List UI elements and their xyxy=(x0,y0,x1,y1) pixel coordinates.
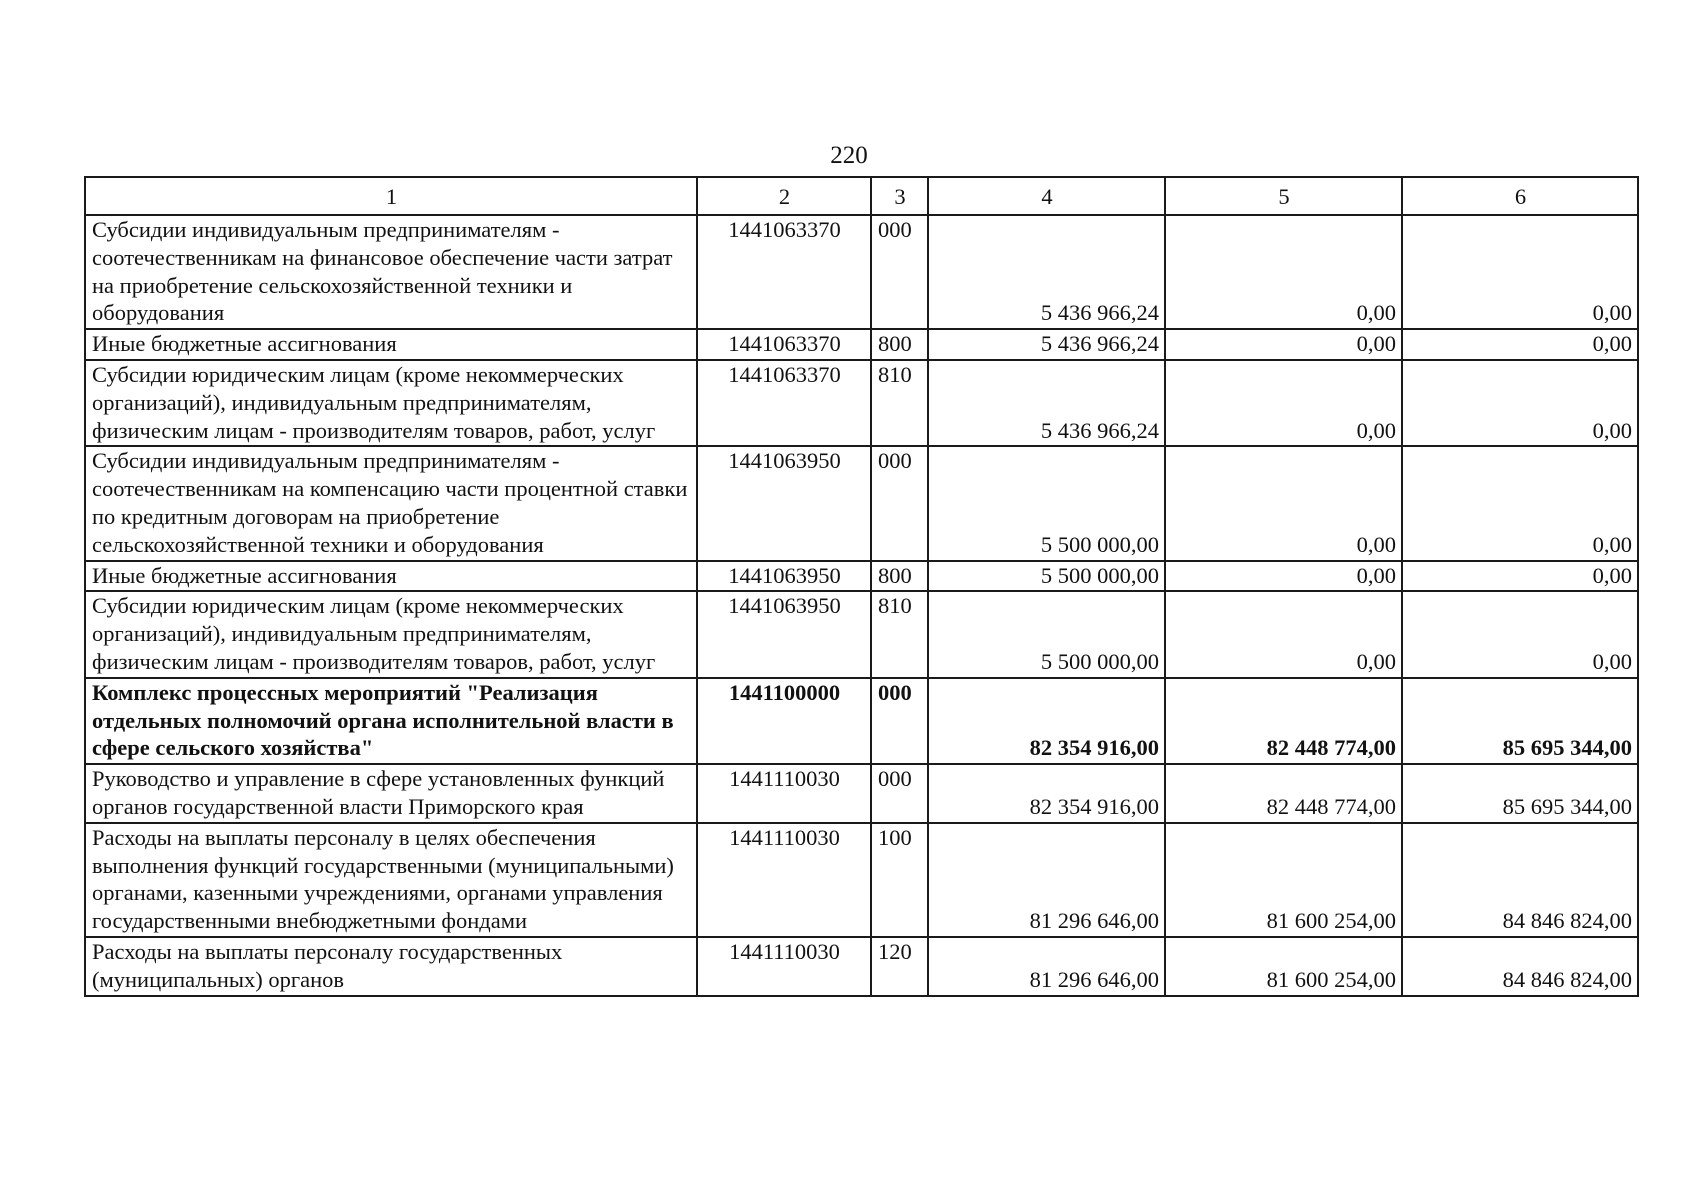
row-name: Расходы на выплаты персоналу в целях обеспечения выполнения функций государственными (муниципальными) органами, казенными учреждениями, органами управления государственными внебюджетными фондами xyxy=(85,823,697,937)
row-target-code: 1441063370 xyxy=(697,360,871,446)
row-amount-1: 82 354 916,00 xyxy=(928,764,1165,823)
row-name: Комплекс процессных мероприятий "Реализация отдельных полномочий органа исполнительной власти в сфере сельского хозяйства" xyxy=(85,678,697,764)
column-header: 3 xyxy=(871,177,928,215)
row-amount-2: 82 448 774,00 xyxy=(1165,678,1402,764)
row-name: Расходы на выплаты персоналу государственных (муниципальных) органов xyxy=(85,937,697,996)
row-target-code: 1441063370 xyxy=(697,215,871,329)
row-name: Субсидии индивидуальным предпринимателям - соотечественникам на компенсацию части процентной ставки по кредитным договорам на приобретение сельскохозяйственной техники и оборудования xyxy=(85,446,697,560)
row-amount-1: 5 500 000,00 xyxy=(928,446,1165,560)
row-name: Иные бюджетные ассигнования xyxy=(85,329,697,360)
row-amount-1: 5 436 966,24 xyxy=(928,329,1165,360)
row-amount-3: 0,00 xyxy=(1402,561,1638,592)
table-row xyxy=(85,329,1638,360)
table-row xyxy=(85,764,1638,823)
row-target-code: 1441063950 xyxy=(697,446,871,560)
row-target-code: 1441110030 xyxy=(697,937,871,996)
row-expense-type: 000 xyxy=(871,678,928,764)
row-target-code: 1441100000 xyxy=(697,678,871,764)
table-row-section-total xyxy=(85,678,1638,764)
row-amount-3: 84 846 824,00 xyxy=(1402,823,1638,937)
row-amount-1: 5 436 966,24 xyxy=(928,215,1165,329)
row-target-code: 1441063370 xyxy=(697,329,871,360)
row-amount-2: 0,00 xyxy=(1165,591,1402,677)
column-header: 1 xyxy=(85,177,697,215)
row-amount-3: 0,00 xyxy=(1402,446,1638,560)
row-expense-type: 800 xyxy=(871,561,928,592)
row-expense-type: 100 xyxy=(871,823,928,937)
row-amount-3: 0,00 xyxy=(1402,591,1638,677)
row-expense-type: 000 xyxy=(871,215,928,329)
row-expense-type: 800 xyxy=(871,329,928,360)
row-amount-2: 0,00 xyxy=(1165,329,1402,360)
row-amount-1: 5 500 000,00 xyxy=(928,561,1165,592)
row-target-code: 1441063950 xyxy=(697,591,871,677)
table-row xyxy=(85,561,1638,592)
budget-table xyxy=(84,176,1639,997)
row-expense-type: 000 xyxy=(871,764,928,823)
row-expense-type: 810 xyxy=(871,591,928,677)
row-amount-3: 0,00 xyxy=(1402,215,1638,329)
row-expense-type: 000 xyxy=(871,446,928,560)
table-header-row xyxy=(85,177,1638,215)
column-header: 4 xyxy=(928,177,1165,215)
table-row xyxy=(85,360,1638,446)
row-amount-2: 0,00 xyxy=(1165,561,1402,592)
row-amount-1: 81 296 646,00 xyxy=(928,823,1165,937)
row-name: Иные бюджетные ассигнования xyxy=(85,561,697,592)
column-header: 6 xyxy=(1402,177,1638,215)
row-amount-1: 81 296 646,00 xyxy=(928,937,1165,996)
page-number: 220 xyxy=(830,142,868,169)
row-amount-3: 85 695 344,00 xyxy=(1402,764,1638,823)
row-amount-3: 0,00 xyxy=(1402,360,1638,446)
row-name: Субсидии индивидуальным предпринимателям - соотечественникам на финансовое обеспечение части затрат на приобретение сельскохозяйственной техники и оборудования xyxy=(85,215,697,329)
row-expense-type: 120 xyxy=(871,937,928,996)
row-amount-2: 0,00 xyxy=(1165,360,1402,446)
table-row xyxy=(85,937,1638,996)
row-amount-1: 82 354 916,00 xyxy=(928,678,1165,764)
table-row xyxy=(85,215,1638,329)
row-amount-2: 0,00 xyxy=(1165,215,1402,329)
row-name: Субсидии юридическим лицам (кроме некоммерческих организаций), индивидуальным предпринимателям, физическим лицам - производителям товаров, работ, услуг xyxy=(85,591,697,677)
table-row xyxy=(85,446,1638,560)
row-amount-2: 81 600 254,00 xyxy=(1165,937,1402,996)
column-header: 5 xyxy=(1165,177,1402,215)
column-header: 2 xyxy=(697,177,871,215)
row-amount-3: 84 846 824,00 xyxy=(1402,937,1638,996)
row-expense-type: 810 xyxy=(871,360,928,446)
row-amount-1: 5 500 000,00 xyxy=(928,591,1165,677)
row-amount-1: 5 436 966,24 xyxy=(928,360,1165,446)
row-amount-2: 0,00 xyxy=(1165,446,1402,560)
row-target-code: 1441063950 xyxy=(697,561,871,592)
row-name: Руководство и управление в сфере установленных функций органов государственной власти Приморского края xyxy=(85,764,697,823)
row-amount-2: 81 600 254,00 xyxy=(1165,823,1402,937)
table-row xyxy=(85,823,1638,937)
table-row xyxy=(85,591,1638,677)
row-name: Субсидии юридическим лицам (кроме некоммерческих организаций), индивидуальным предпринимателям, физическим лицам - производителям товаров, работ, услуг xyxy=(85,360,697,446)
row-amount-3: 85 695 344,00 xyxy=(1402,678,1638,764)
row-target-code: 1441110030 xyxy=(697,823,871,937)
row-amount-3: 0,00 xyxy=(1402,329,1638,360)
row-target-code: 1441110030 xyxy=(697,764,871,823)
row-amount-2: 82 448 774,00 xyxy=(1165,764,1402,823)
